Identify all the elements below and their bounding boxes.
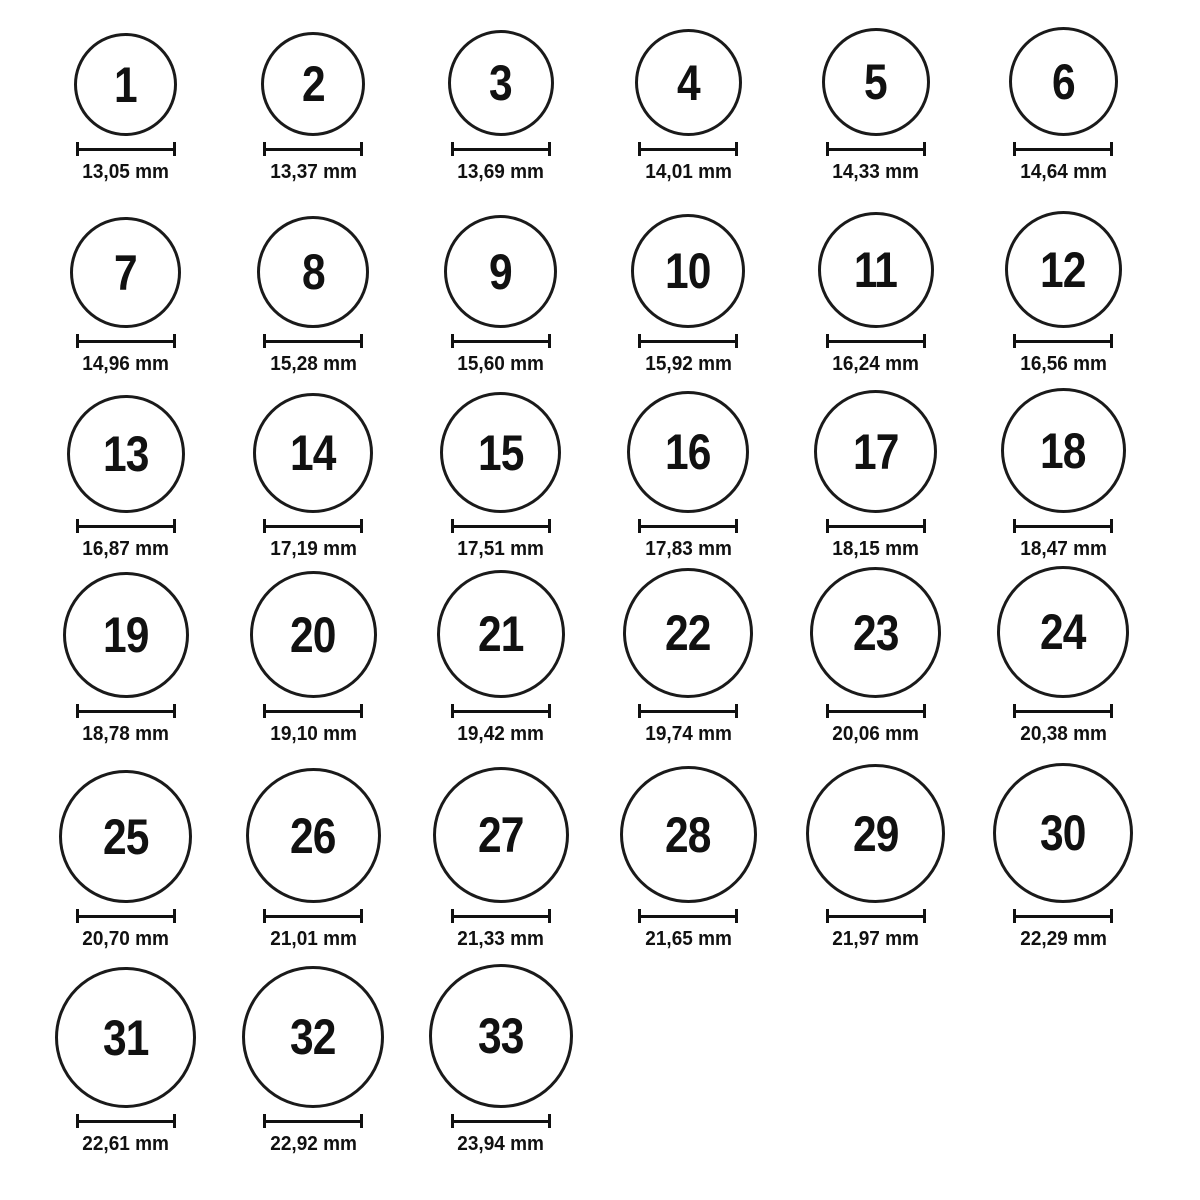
ring-size-number: 31	[102, 1009, 149, 1066]
ring-size-cell	[970, 562, 1158, 747]
diameter-label: 18,47 mm	[1019, 538, 1107, 560]
diameter-measure-line	[263, 909, 363, 923]
ring-size-cell	[220, 747, 408, 952]
diameter-measure-line	[1013, 334, 1113, 348]
ring-circle	[444, 215, 557, 328]
ring-size-cell	[782, 0, 970, 185]
ring-circle	[59, 770, 192, 903]
ring-size-cell	[782, 747, 970, 952]
diameter-label: 13,69 mm	[457, 161, 545, 183]
ring-size-number: 22	[665, 605, 712, 661]
ring-size-row	[32, 185, 1157, 377]
ring-size-cell	[970, 377, 1158, 562]
ring-size-number: 30	[1040, 805, 1087, 861]
ring-circle	[257, 216, 369, 328]
diameter-label: 22,29 mm	[1019, 928, 1107, 950]
ring-circle	[437, 570, 565, 698]
ring-size-cell	[782, 377, 970, 562]
diameter-measure-line	[263, 1114, 363, 1128]
ring-size-number: 14	[290, 425, 337, 481]
diameter-measure-line	[76, 909, 176, 923]
diameter-measure-line	[76, 142, 176, 156]
ring-size-number: 7	[114, 244, 138, 301]
ring-size-number: 17	[852, 423, 899, 480]
ring-size-cell	[970, 185, 1158, 377]
diameter-label: 19,10 mm	[269, 723, 357, 745]
diameter-measure-line	[638, 909, 738, 923]
diameter-measure-line	[263, 334, 363, 348]
ring-size-cell	[407, 952, 595, 1157]
diameter-label: 21,65 mm	[644, 928, 732, 950]
ring-size-number: 5	[864, 54, 888, 110]
diameter-measure-line	[826, 909, 926, 923]
ring-circle	[1005, 211, 1122, 328]
ring-size-cell	[220, 185, 408, 377]
diameter-label: 22,92 mm	[269, 1133, 357, 1155]
ring-size-number: 18	[1040, 422, 1087, 479]
ring-size-number: 15	[477, 424, 524, 481]
ring-circle	[635, 29, 742, 136]
diameter-measure-line	[1013, 909, 1113, 923]
diameter-label: 19,42 mm	[457, 723, 545, 745]
ring-size-cell	[32, 952, 220, 1157]
ring-size-cell	[407, 377, 595, 562]
diameter-label: 20,06 mm	[832, 723, 920, 745]
diameter-measure-line	[76, 1114, 176, 1128]
diameter-measure-line	[76, 519, 176, 533]
diameter-label: 14,64 mm	[1019, 161, 1107, 183]
ring-size-number: 6	[1051, 53, 1075, 110]
ring-circle	[620, 766, 757, 903]
diameter-measure-line	[638, 519, 738, 533]
ring-circle	[67, 395, 185, 513]
diameter-label: 18,78 mm	[82, 723, 170, 745]
diameter-measure-line	[76, 704, 176, 718]
diameter-measure-line	[638, 704, 738, 718]
ring-size-cell	[782, 185, 970, 377]
ring-size-cell	[220, 377, 408, 562]
diameter-measure-line	[263, 519, 363, 533]
ring-size-number: 11	[854, 242, 898, 298]
ring-circle	[810, 567, 941, 698]
ring-circle	[242, 966, 384, 1108]
ring-size-row	[32, 562, 1157, 747]
ring-circle	[74, 33, 177, 136]
ring-size-cell	[32, 185, 220, 377]
ring-size-cell	[32, 562, 220, 747]
ring-circle	[1009, 27, 1118, 136]
ring-size-number: 4	[676, 54, 700, 111]
ring-circle	[818, 212, 934, 328]
ring-size-number: 27	[477, 807, 524, 863]
ring-circle	[440, 392, 561, 513]
ring-size-cell	[595, 562, 783, 747]
ring-size-cell	[32, 747, 220, 952]
ring-size-number: 1	[114, 56, 138, 113]
diameter-label: 20,70 mm	[82, 928, 170, 950]
diameter-measure-line	[638, 142, 738, 156]
ring-size-row	[32, 747, 1157, 952]
diameter-label: 19,74 mm	[644, 723, 732, 745]
ring-size-cell	[782, 562, 970, 747]
diameter-label: 17,83 mm	[644, 538, 732, 560]
diameter-label: 14,33 mm	[832, 161, 920, 183]
diameter-measure-line	[451, 704, 551, 718]
diameter-measure-line	[826, 519, 926, 533]
diameter-measure-line	[1013, 142, 1113, 156]
ring-circle	[253, 393, 373, 513]
diameter-label: 23,94 mm	[457, 1133, 545, 1155]
ring-size-cell	[407, 747, 595, 952]
diameter-label: 18,15 mm	[832, 538, 920, 560]
ring-size-cell	[595, 747, 783, 952]
diameter-measure-line	[263, 142, 363, 156]
ring-circle	[993, 763, 1133, 903]
ring-size-number: 9	[489, 243, 513, 300]
ring-size-cell	[220, 952, 408, 1157]
diameter-measure-line	[451, 334, 551, 348]
diameter-measure-line	[826, 142, 926, 156]
diameter-measure-line	[451, 519, 551, 533]
diameter-label: 14,96 mm	[82, 353, 170, 375]
ring-size-number: 32	[290, 1009, 337, 1065]
diameter-label: 14,01 mm	[644, 161, 732, 183]
ring-circle	[70, 217, 181, 328]
ring-size-cell	[220, 562, 408, 747]
diameter-label: 15,92 mm	[644, 353, 732, 375]
ring-size-number: 23	[852, 604, 899, 661]
diameter-label: 21,33 mm	[457, 928, 545, 950]
ring-circle	[814, 390, 937, 513]
ring-size-cell	[220, 0, 408, 185]
ring-size-number: 28	[665, 806, 712, 863]
ring-size-number: 2	[301, 56, 325, 112]
ring-circle	[631, 214, 745, 328]
ring-circle	[623, 568, 753, 698]
ring-circle	[1001, 388, 1126, 513]
ring-size-cell	[407, 185, 595, 377]
diameter-label: 21,97 mm	[832, 928, 920, 950]
ring-size-number: 20	[290, 606, 337, 663]
ring-circle	[250, 571, 377, 698]
diameter-label: 21,01 mm	[269, 928, 357, 950]
ring-size-cell	[595, 185, 783, 377]
diameter-label: 17,51 mm	[457, 538, 545, 560]
ring-size-number: 33	[477, 1008, 524, 1064]
diameter-label: 20,38 mm	[1019, 723, 1107, 745]
diameter-label: 16,87 mm	[82, 538, 170, 560]
diameter-measure-line	[76, 334, 176, 348]
ring-size-cell	[970, 747, 1158, 952]
ring-circle	[806, 764, 945, 903]
diameter-label: 15,60 mm	[457, 353, 545, 375]
ring-size-number: 21	[477, 606, 524, 662]
diameter-label: 16,24 mm	[832, 353, 920, 375]
diameter-label: 13,05 mm	[82, 161, 170, 183]
ring-size-cell	[970, 0, 1158, 185]
ring-circle	[63, 572, 189, 698]
ring-size-cell	[32, 377, 220, 562]
ring-size-number: 8	[301, 244, 325, 300]
ring-size-cell	[595, 0, 783, 185]
ring-size-number: 29	[852, 805, 899, 862]
ring-size-number: 13	[102, 426, 149, 482]
diameter-measure-line	[451, 909, 551, 923]
ring-size-number: 24	[1040, 604, 1087, 660]
ring-circle	[261, 32, 365, 136]
diameter-label: 13,37 mm	[269, 161, 357, 183]
ring-size-cell	[407, 0, 595, 185]
ring-size-number: 16	[665, 424, 712, 480]
diameter-measure-line	[826, 334, 926, 348]
ring-size-row	[32, 952, 1157, 1157]
ring-circle	[55, 967, 196, 1108]
ring-circle	[246, 768, 381, 903]
diameter-label: 22,61 mm	[82, 1133, 170, 1155]
diameter-measure-line	[1013, 519, 1113, 533]
diameter-measure-line	[451, 1114, 551, 1128]
ring-size-cell	[595, 377, 783, 562]
diameter-label: 17,19 mm	[269, 538, 357, 560]
diameter-measure-line	[638, 334, 738, 348]
diameter-measure-line	[451, 142, 551, 156]
ring-size-number: 10	[665, 243, 712, 299]
ring-size-cell	[407, 562, 595, 747]
ring-circle	[822, 28, 930, 136]
ring-circle	[448, 30, 554, 136]
diameter-measure-line	[1013, 704, 1113, 718]
ring-size-row	[32, 0, 1157, 185]
diameter-measure-line	[263, 704, 363, 718]
ring-size-number: 26	[290, 807, 337, 864]
diameter-measure-line	[826, 704, 926, 718]
ring-circle	[429, 964, 573, 1108]
ring-size-number: 19	[102, 607, 149, 663]
ring-circle	[433, 767, 569, 903]
diameter-label: 15,28 mm	[269, 353, 357, 375]
ring-size-row	[32, 377, 1157, 562]
ring-size-number: 3	[489, 55, 513, 111]
ring-circle	[627, 391, 749, 513]
diameter-label: 16,56 mm	[1019, 353, 1107, 375]
ring-size-number: 25	[102, 808, 149, 865]
ring-circle	[997, 566, 1129, 698]
ring-size-cell	[32, 0, 220, 185]
ring-size-number: 12	[1040, 241, 1087, 298]
